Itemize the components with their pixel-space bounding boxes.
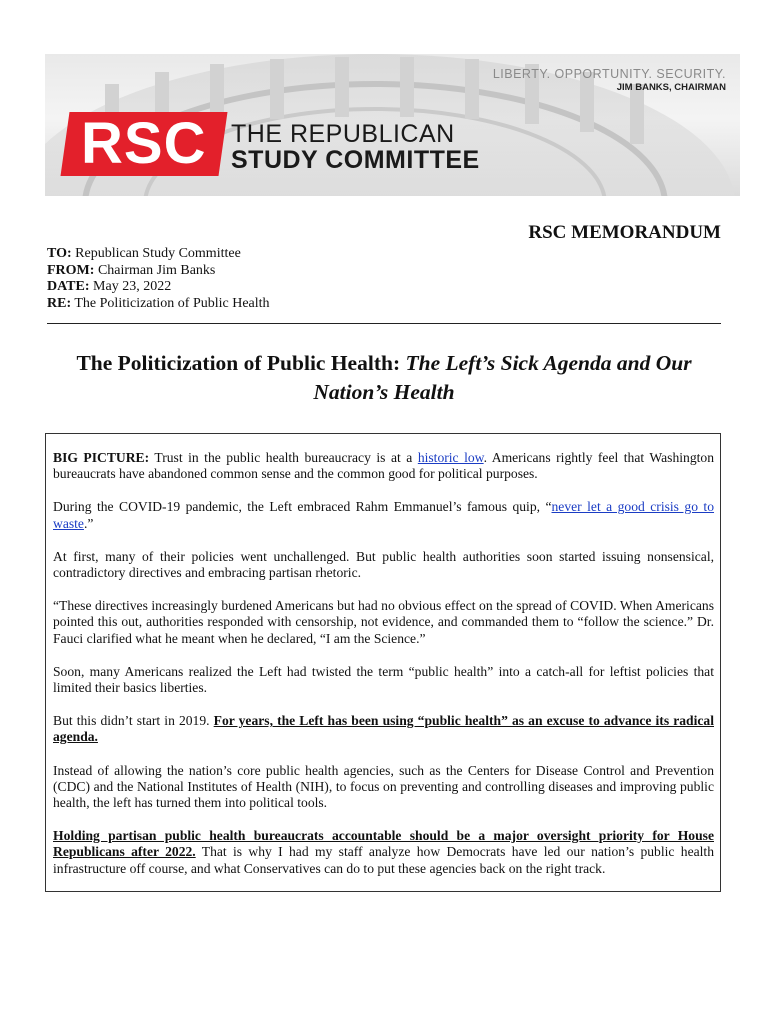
emphasis-text: Holding partisan public health bureaucrats accountable should be a major oversight priority for House Republicans after 2022. <box>53 828 714 860</box>
memo-date-value: May 23, 2022 <box>93 279 172 294</box>
memo-re-value: The Politicization of Public Health <box>74 295 270 311</box>
memo-fields <box>47 246 270 312</box>
paragraph-2019 <box>53 713 714 745</box>
paragraph-accountable <box>53 828 714 877</box>
memo-from-label: FROM: <box>47 262 95 278</box>
banner-tagline <box>493 67 726 93</box>
header-divider <box>47 323 721 324</box>
paragraph-directives: “These directives increasingly burdened Americans but had no obvious effect on the spread of COVID. When Americans pointed this out, authorities responded with censorship, not evidence, and commanded them to “follow the science.” Dr. Fauci clarified what he meant when he declared, “I am the Science.” <box>53 598 714 646</box>
paragraph-text: .” <box>83 515 94 531</box>
document-heading <box>47 349 721 407</box>
organization-name <box>231 121 480 173</box>
heading-italic: The Left’s Sick Agenda and Our Nation’s Health <box>313 351 692 404</box>
memo-date-label: DATE: <box>47 279 90 294</box>
banner-chairman: JIM BANKS, CHAIRMAN <box>616 82 726 93</box>
memo-from-value: Chairman Jim Banks <box>97 262 216 278</box>
emphasis-text: For years, the Left has been using “public health” as an excuse to advance its radical agenda. <box>53 713 714 745</box>
memo-to-label: TO: <box>47 246 72 261</box>
header-banner <box>45 54 740 196</box>
memo-from <box>47 263 270 280</box>
memo-to <box>47 246 270 263</box>
rsc-logo <box>61 112 228 176</box>
org-name-line2: STUDY COMMITTEE <box>231 146 480 174</box>
memo-to-value: Republican Study Committee <box>75 246 241 261</box>
org-name-line1: THE REPUBLICAN <box>231 120 455 148</box>
paragraph-text: During the COVID-19 pandemic, the Left embraced Rahm Emmanuel’s famous quip, “ <box>53 499 552 515</box>
memo-re-label: RE: <box>47 295 72 311</box>
paragraph-first: At first, many of their policies went unchallenged. But public health authorities soon started issuing nonsensical, contradictory directives and embracing partisan rhetoric. <box>53 548 714 581</box>
banner-motto: LIBERTY. OPPORTUNITY. SECURITY. <box>492 67 726 81</box>
paragraph-text: But this didn’t start in 2019. <box>53 713 214 729</box>
crisis-quote-link[interactable]: never let a good crisis go to waste <box>53 499 715 531</box>
paragraph-agencies: Instead of allowing the nation’s core public health agencies, such as the Centers for Disease Control and Prevention (CDC) and the National Institutes of Health (NIH), to focus on preventing and controlling diseases and improving public health, the left has turned them into political tools. <box>53 762 714 811</box>
paragraph-big-picture <box>53 450 714 482</box>
heading-plain: The Politicization of Public Health: <box>76 351 406 375</box>
historic-low-link[interactable]: historic low <box>417 450 484 465</box>
paragraph-text: Trust in the public health bureaucracy is at a <box>149 450 418 465</box>
paragraph-soon: Soon, many Americans realized the Left had twisted the term “public health” into a catch-all for leftist policies that limited their basics liberties. <box>53 663 714 696</box>
memo-re <box>47 296 270 313</box>
summary-box <box>45 433 721 892</box>
paragraph-text: . Americans rightly feel that Washington bureaucrats have abandoned common sense and the common good for political purposes. <box>53 450 714 482</box>
memo-title: RSC MEMORANDUM <box>528 222 721 243</box>
big-picture-label: BIG PICTURE: <box>53 450 150 465</box>
paragraph-covid <box>53 499 714 531</box>
paragraph-text: That is why I had my staff analyze how Democrats have led our nation’s public health infrastructure off course, and what Conservatives can do to put these agencies back on the right track. <box>53 844 714 876</box>
rsc-logo-text: RSC <box>81 111 207 176</box>
memo-date <box>47 279 270 296</box>
